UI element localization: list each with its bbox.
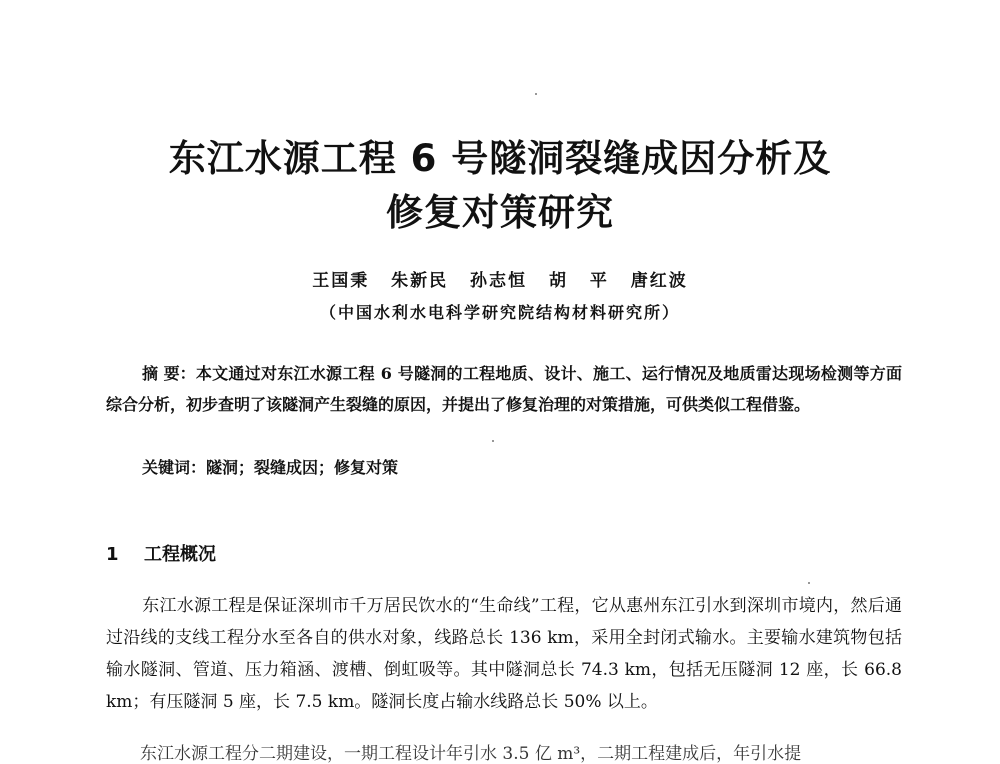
- scan-speck: [808, 582, 810, 584]
- keywords-label: 关键词：: [142, 458, 207, 477]
- paragraph-text: 东江水源工程是保证深圳市千万居民饮水的“生命线”工程，它从惠州东江引水到深圳市境内，然后通过沿线的支线工程分水至各自的供水对象，线路总长 136 km，采用全封闭式输水。主要输水建筑物包括输水隧洞、管道、压力箱涵、渡槽、倒虹吸等。其中隧洞总长 74.3 km，包括无压隧洞 12 座，长 66.8 km；有压隧洞 5 座，长 7.5 km。隧洞长度占输水线路总长 50% 以上。: [106, 596, 902, 712]
- scan-speck: [535, 93, 537, 95]
- scan-speck: [492, 440, 494, 442]
- section-paragraph: [106, 590, 902, 718]
- section-title: 工程概况: [144, 544, 216, 565]
- abstract-label: 摘 要：: [142, 364, 196, 383]
- paper-title-line-1: 东江水源工程 6 号隧洞裂缝成因分析及: [168, 137, 832, 180]
- section-heading: [106, 540, 216, 566]
- section-number: 1: [106, 544, 119, 565]
- author-affiliation: （中国水利水电科学研究院结构材料研究所）: [319, 303, 680, 322]
- abstract: [106, 358, 902, 420]
- abstract-text: 本文通过对东江水源工程 6 号隧洞的工程地质、设计、施工、运行情况及地质雷达现场检测等方面综合分析，初步查明了该隧洞产生裂缝的原因，并提出了修复治理的对策措施，可供类似工程借鉴。: [106, 364, 902, 414]
- paper-title-line-2: 修复对策研究: [386, 191, 614, 234]
- keywords-text: 隧洞；裂缝成因；修复对策: [206, 458, 399, 477]
- keywords: [142, 455, 398, 478]
- cut-off-next-line: 东江水源工程分二期建设，一期工程设计年引水 3.5 亿 m³，二期工程建成后，年引水提: [140, 744, 802, 764]
- author-list: 王国秉 朱新民 孙志恒 胡 平 唐红波: [312, 271, 688, 291]
